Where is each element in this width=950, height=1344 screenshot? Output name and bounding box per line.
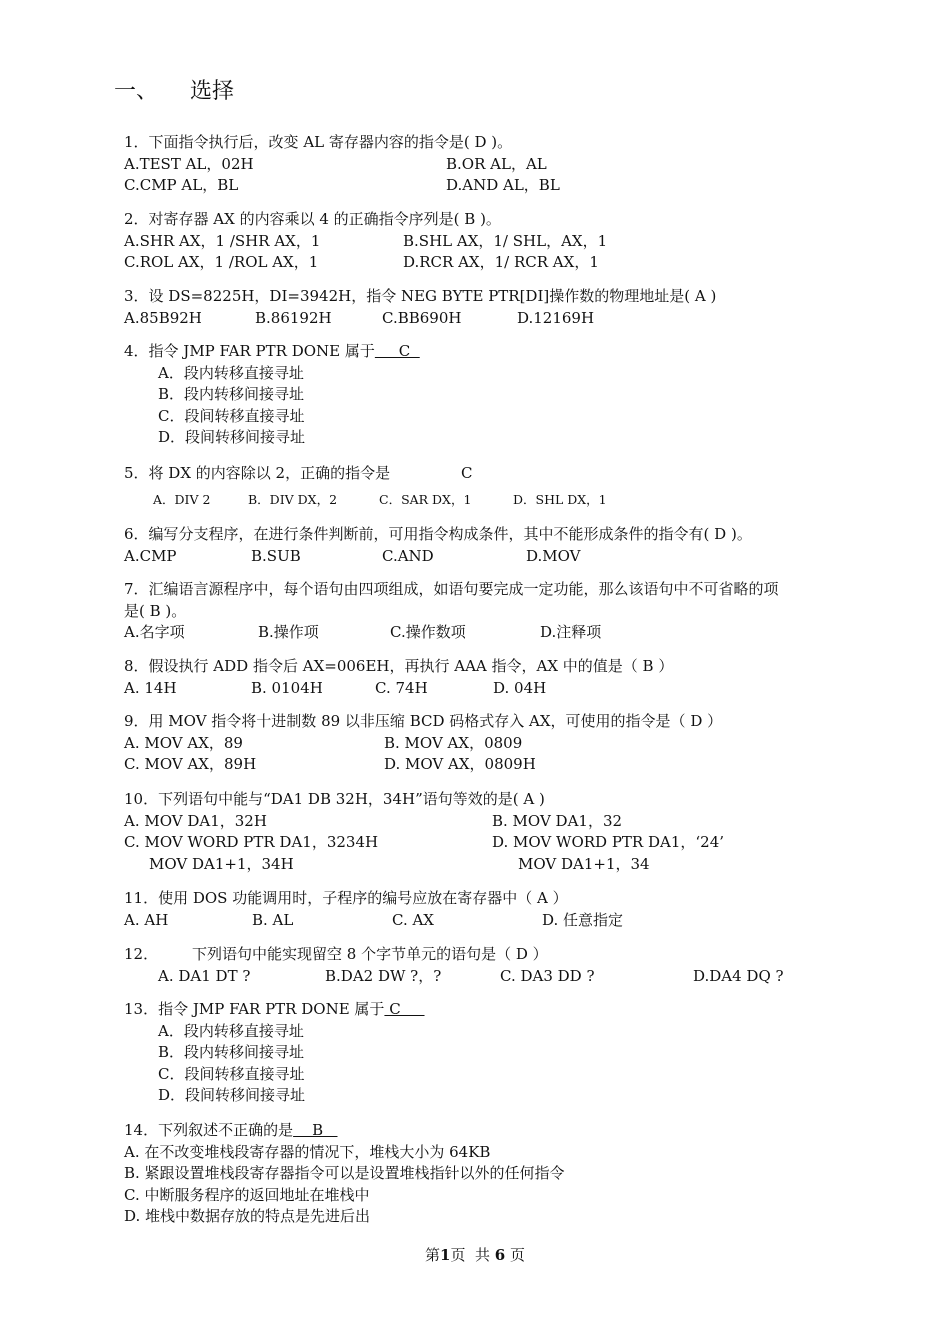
option-b: B．段内转移间接寻址 <box>158 385 305 403</box>
option-a: A. DA1 DT ? <box>158 966 251 985</box>
option-c: C. MOV WORD PTR DA1，3234H <box>124 833 379 851</box>
question-stem: 下列语句中能实现留空 8 个字节单元的语句是（ D ） <box>192 945 548 963</box>
question-stem: 2．对寄存器 AX 的内容乘以 4 的正确指令序列是( B )。 <box>124 210 501 228</box>
option-c: C．SAR DX，1 <box>379 491 472 507</box>
option-a: A.名字项 <box>124 623 185 641</box>
section-label: 选择 <box>190 79 235 104</box>
option-b: B.SHL AX，1/ SHL，AX，1 <box>403 231 608 250</box>
option-c: C. 74H <box>375 678 428 697</box>
option-d: D. 任意指定 <box>542 910 624 929</box>
option-c: C. AX <box>392 910 434 929</box>
question-stem: 5．将 DX 的内容除以 2，正确的指令是 <box>124 464 391 482</box>
option-d: D．段间转移间接寻址 <box>158 428 306 446</box>
option-d: D.RCR AX，1/ RCR AX，1 <box>403 253 599 271</box>
option-a: A. MOV AX，89 <box>124 733 243 752</box>
question-5 <box>124 463 864 515</box>
option-d: D.DA4 DQ ? <box>693 966 784 985</box>
question-6 <box>124 524 864 567</box>
option-a: A．DIV 2 <box>153 491 211 507</box>
option-a: A.SHR AX，1 /SHR AX，1 <box>124 231 321 250</box>
option-c: C.操作数项 <box>390 623 466 641</box>
section-title <box>114 74 234 105</box>
footer-text: 页 <box>505 1246 525 1264</box>
option-a: A. AH <box>124 910 169 929</box>
option-b: B．DIV DX，2 <box>248 491 338 507</box>
question-stem: 14．下列叙述不正确的是 <box>124 1121 294 1139</box>
option-c: C. 中断服务程序的返回地址在堆栈中 <box>124 1185 370 1204</box>
question-11 <box>124 888 864 931</box>
total-pages: 6 <box>494 1246 506 1264</box>
question-stem: 9．用 MOV 指令将十进制数 89 以非压缩 BCD 码格式存入 AX，可使用的指令是（ D ） <box>124 712 723 730</box>
option-c: C.ROL AX，1 /ROL AX，1 <box>124 253 319 271</box>
option-a: A.CMP <box>124 546 177 565</box>
option-d: D．段间转移间接寻址 <box>158 1086 306 1104</box>
option-c-line2: MOV DA1+1，34H <box>149 854 294 873</box>
option-c: C. DA3 DD ? <box>500 966 595 985</box>
question-stem: 10．下列语句中能与“DA1 DB 32H，34H”语句等效的是( A ) <box>124 790 545 808</box>
option-d: D.12169H <box>517 308 595 327</box>
option-d: D. 04H <box>493 678 547 697</box>
question-12 <box>124 944 864 987</box>
option-c: C.CMP AL，BL <box>124 176 239 194</box>
question-stem: 1．下面指令执行后，改变 AL 寄存器内容的指令是( D )。 <box>124 133 513 151</box>
option-d: D.MOV <box>526 546 581 565</box>
question-10 <box>124 789 864 875</box>
question-9 <box>124 711 864 776</box>
option-b: B. 紧跟设置堆栈段寄存器指令可以是设置堆栈指针以外的任何指令 <box>124 1164 565 1182</box>
question-4 <box>124 341 864 449</box>
option-b: B. AL <box>252 910 294 929</box>
option-b: B. 0104H <box>251 678 323 697</box>
option-d: D. 堆栈中数据存放的特点是先进后出 <box>124 1207 371 1225</box>
option-b: B.OR AL，AL <box>446 154 547 173</box>
question-stem: 13．指令 JMP FAR PTR DONE 属于 <box>124 1000 385 1018</box>
question-stem: 6．编写分支程序，在进行条件判断前，可用指令构成条件，其中不能形成条件的指令有( D )。 <box>124 525 752 543</box>
question-stem: 8．假设执行 ADD 指令后 AX=006EH，再执行 AAA 指令，AX 中的值是（ B ） <box>124 657 674 675</box>
option-b: B.DA2 DW ?，? <box>325 966 442 985</box>
question-3 <box>124 286 864 329</box>
question-2 <box>124 209 864 274</box>
option-d: D.AND AL，BL <box>446 176 560 194</box>
question-7 <box>124 579 864 644</box>
footer-text: 第 <box>425 1246 441 1264</box>
question-13 <box>124 999 864 1107</box>
option-b: B.SUB <box>251 546 301 565</box>
question-14 <box>124 1120 864 1228</box>
option-d: D.注释项 <box>540 623 602 641</box>
option-d: D. MOV WORD PTR DA1，‘24’ <box>492 833 725 851</box>
option-c: C．段间转移直接寻址 <box>158 1064 305 1083</box>
option-b: B．段内转移间接寻址 <box>158 1043 305 1061</box>
option-a: A．段内转移直接寻址 <box>158 363 304 382</box>
section-number: 一、 <box>114 79 159 104</box>
answer-blank: B <box>293 1121 338 1139</box>
option-d-line2: MOV DA1+1，34 <box>518 854 650 873</box>
question-number: 12． <box>124 945 159 963</box>
current-page: 1 <box>440 1246 451 1264</box>
option-a: A. MOV DA1，32H <box>124 811 267 830</box>
question-stem-line2: 是( B )。 <box>124 601 187 620</box>
option-d: D．SHL DX，1 <box>513 491 607 507</box>
footer-text: 页 共 <box>450 1246 495 1264</box>
question-stem-line1: 7．汇编语言源程序中，每个语句由四项组成，如语句要完成一定功能，那么该语句中不可省略的项 <box>124 580 779 598</box>
option-b: B.操作项 <box>258 623 319 641</box>
question-1 <box>124 132 864 197</box>
answer-blank: C <box>384 1000 425 1018</box>
option-c: C. MOV AX，89H <box>124 755 257 773</box>
answer-text: C <box>461 464 473 482</box>
option-c: C．段间转移直接寻址 <box>158 406 305 425</box>
option-a: A. 14H <box>124 678 177 697</box>
question-stem: 11．使用 DOS 功能调用时，子程序的编号应放在寄存器中（ A ） <box>124 889 568 907</box>
option-a: A．段内转移直接寻址 <box>158 1021 304 1040</box>
option-b: B. MOV AX，0809 <box>384 733 523 752</box>
option-d: D. MOV AX，0809H <box>384 755 536 773</box>
question-stem: 3．设 DS=8225H，DI=3942H，指令 NEG BYTE PTR[DI]操作数的物理地址是( A ) <box>124 287 717 305</box>
page-footer <box>0 1244 950 1265</box>
option-b: B.86192H <box>255 308 332 327</box>
option-a: A. 在不改变堆栈段寄存器的情况下，堆栈大小为 64KB <box>124 1142 491 1161</box>
option-a: A.85B92H <box>124 308 202 327</box>
answer-blank: C <box>374 342 420 360</box>
question-stem: 4．指令 JMP FAR PTR DONE 属于 <box>124 342 375 360</box>
option-c: C.BB690H <box>382 308 462 327</box>
option-c: C.AND <box>382 546 434 565</box>
option-a: A.TEST AL，02H <box>124 154 254 173</box>
question-8 <box>124 656 864 699</box>
option-b: B. MOV DA1，32 <box>492 811 623 830</box>
